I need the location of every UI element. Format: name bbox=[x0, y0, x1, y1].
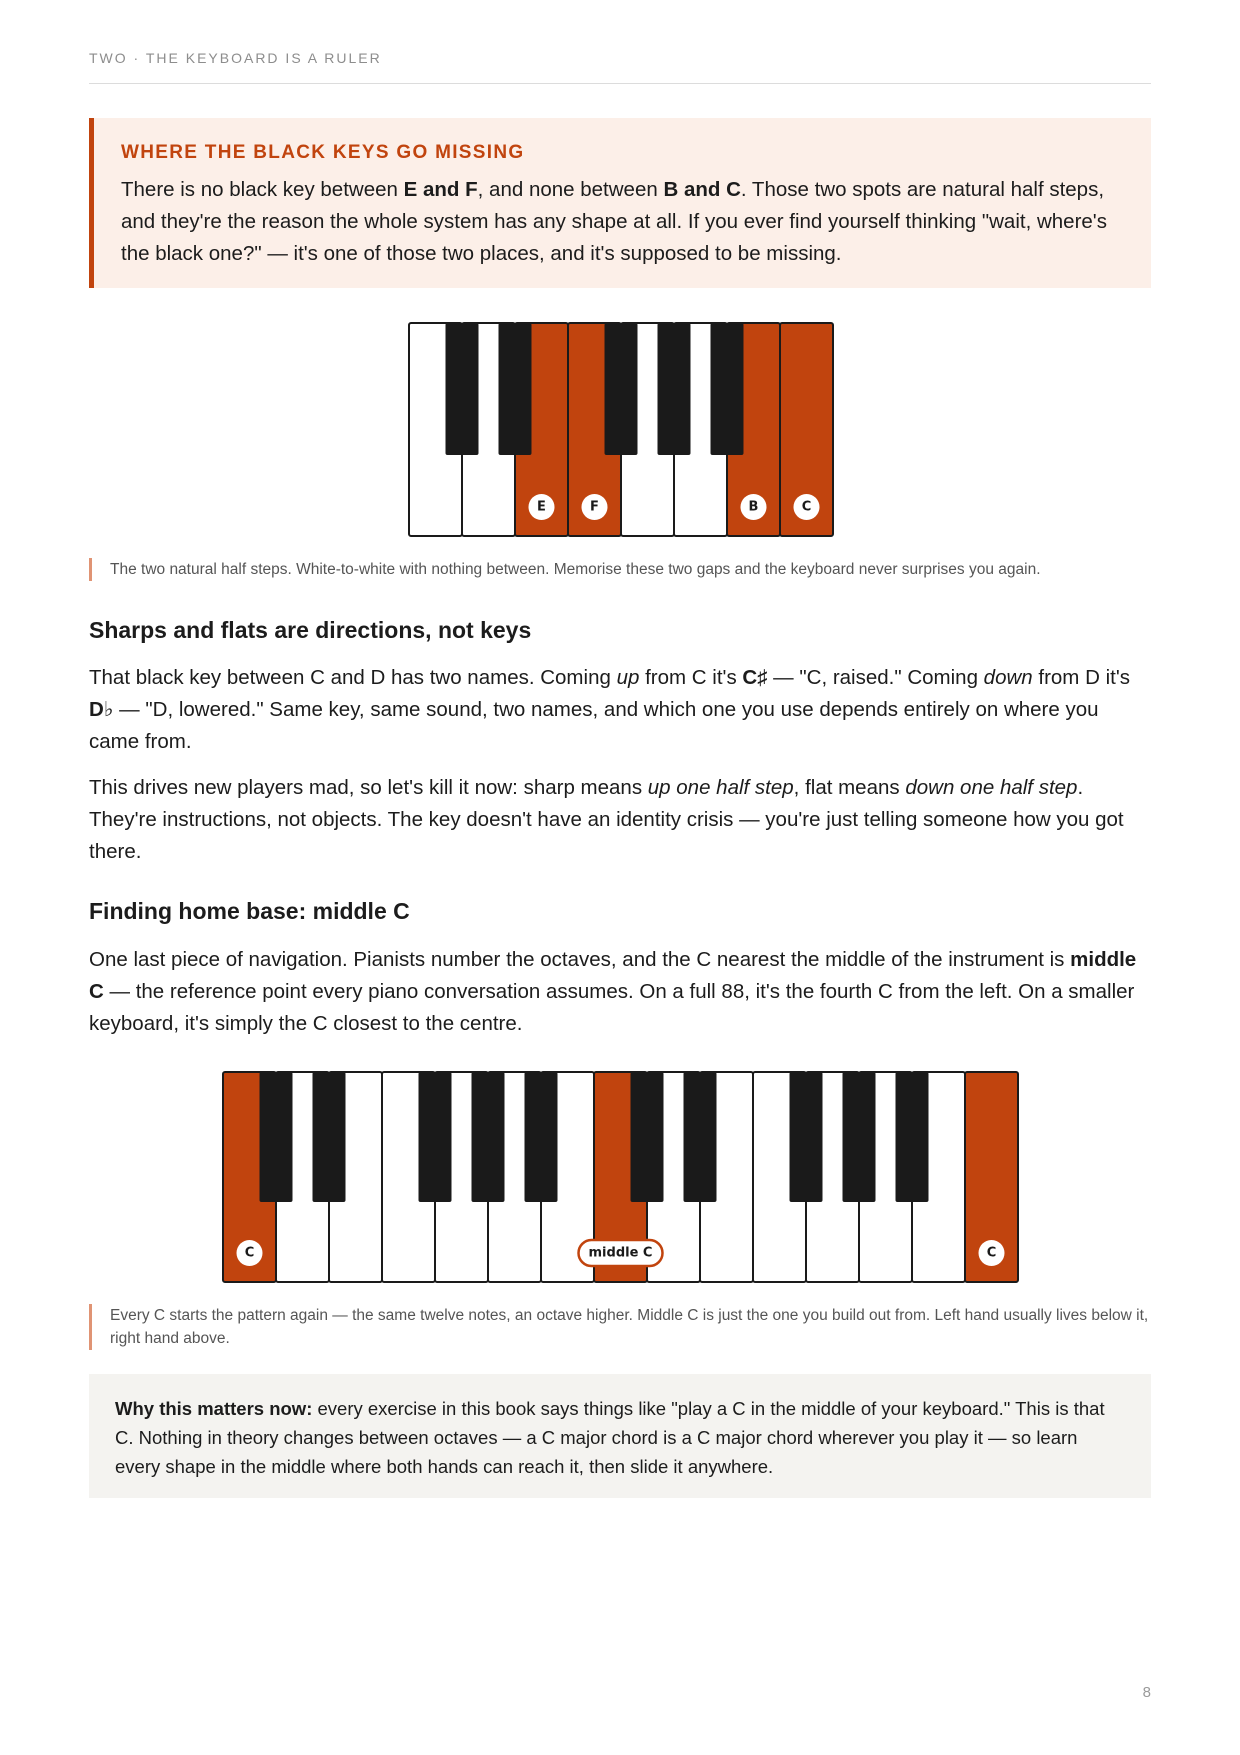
black-key bbox=[419, 1072, 452, 1202]
black-key bbox=[525, 1072, 558, 1202]
text-run: from C it's bbox=[639, 666, 743, 689]
black-key bbox=[790, 1072, 823, 1202]
black-key bbox=[499, 323, 532, 455]
bold-run: middle C bbox=[89, 948, 1137, 1003]
key-label-e bbox=[529, 494, 555, 520]
black-key bbox=[658, 323, 691, 455]
key-label-text: C bbox=[986, 1245, 997, 1261]
text-run: That black key between C and D has two names. Coming bbox=[89, 666, 617, 689]
key-label-c bbox=[979, 1240, 1005, 1266]
key-label-b bbox=[741, 494, 767, 520]
callout-title: WHERE THE BLACK KEYS GO MISSING bbox=[121, 142, 525, 163]
keyboard-figure-half-steps bbox=[407, 321, 837, 543]
key-label-text: F bbox=[590, 499, 599, 515]
section-heading-middle-c: Finding home base: middle C bbox=[89, 898, 410, 924]
text-run: There is no black key between bbox=[121, 178, 404, 201]
note-lead: Why this matters now: bbox=[115, 1398, 313, 1419]
key-label-c bbox=[794, 494, 820, 520]
keyboard-figure-middle-c bbox=[221, 1070, 1021, 1290]
figure-caption-half-steps: The two natural half steps. White-to-white with nothing between. Memorise these two gaps and the keyboard never surprises you again. bbox=[89, 558, 1151, 581]
page-number: 8 bbox=[1142, 1684, 1151, 1701]
black-key bbox=[843, 1072, 876, 1202]
black-key bbox=[896, 1072, 929, 1202]
text-run: , and none between bbox=[477, 178, 664, 201]
black-key bbox=[684, 1072, 717, 1202]
running-header: TWO · THE KEYBOARD IS A RULER bbox=[89, 50, 382, 66]
paragraph-middle-c bbox=[89, 944, 1151, 1040]
bold-run: E and F bbox=[403, 178, 478, 201]
key-label-text: B bbox=[748, 499, 759, 515]
text-run: . Those two spots are natural half steps, and they're the reason the whole system has any shape at all. If you ever find yourself thinking "wait, where's the black one?" — it's one of those two places, and it's supposed to be missing. bbox=[121, 178, 1107, 265]
bold-run: C♯ bbox=[742, 666, 768, 689]
text-run: — "C, raised." Coming bbox=[767, 666, 984, 689]
bold-run: B and C bbox=[663, 178, 741, 201]
key-label-text: E bbox=[537, 499, 546, 515]
keyboard-diagram-half-steps bbox=[407, 321, 837, 538]
italic-run: down one half step bbox=[905, 776, 1078, 799]
keyboard-diagram-middle-c bbox=[221, 1070, 1021, 1285]
note-body: every exercise in this book says things like "play a C in the middle of your keyboard." This is that C. Nothing in theory changes between octaves — a C major chord is a C major chord wherever you play it — so learn every shape in the middle where both hands can reach it, then slide it anywhere. bbox=[115, 1398, 1105, 1477]
text-run: — "D, lowered." Same key, same sound, two names, and which one you use depends entirely on where you came from. bbox=[89, 698, 1099, 753]
black-key bbox=[260, 1072, 293, 1202]
black-key bbox=[631, 1072, 664, 1202]
black-key bbox=[711, 323, 744, 455]
header-rule bbox=[89, 83, 1151, 84]
why-this-matters-note bbox=[89, 1374, 1151, 1498]
bold-run: D♭ bbox=[89, 698, 114, 721]
callout-body bbox=[121, 174, 1123, 270]
text-run: . They're instructions, not objects. The key doesn't have an identity crisis — you're just telling someone how you got there. bbox=[89, 776, 1124, 863]
text-run: from D it's bbox=[1032, 666, 1130, 689]
black-key bbox=[446, 323, 479, 455]
italic-run: down bbox=[983, 666, 1033, 689]
paragraph-instructions bbox=[89, 772, 1151, 868]
text-run: — the reference point every piano conversation assumes. On a full 88, it's the fourth C from the left. On a smaller keyboard, it's simply the C closest to the centre. bbox=[89, 980, 1135, 1035]
key-label-text: middle C bbox=[588, 1245, 653, 1261]
black-key bbox=[605, 323, 638, 455]
italic-run: up one half step bbox=[647, 776, 794, 799]
key-label-c bbox=[237, 1240, 263, 1266]
key-label-middle-c bbox=[579, 1240, 663, 1266]
section-heading-sharps-flats: Sharps and flats are directions, not keys bbox=[89, 617, 532, 643]
black-key bbox=[313, 1072, 346, 1202]
callout-box bbox=[89, 118, 1151, 288]
figure-caption-middle-c: Every C starts the pattern again — the same twelve notes, an octave higher. Middle C is just the one you build out from. Left hand usually lives below it, right hand above. bbox=[89, 1304, 1151, 1350]
paragraph-two-names bbox=[89, 662, 1151, 758]
black-key bbox=[472, 1072, 505, 1202]
text-run: , flat means bbox=[793, 776, 906, 799]
text-run: This drives new players mad, so let's kill it now: sharp means bbox=[89, 776, 648, 799]
key-label-text: C bbox=[244, 1245, 255, 1261]
italic-run: up bbox=[616, 666, 640, 689]
key-label-f bbox=[582, 494, 608, 520]
key-label-text: C bbox=[801, 499, 812, 515]
text-run: One last piece of navigation. Pianists number the octaves, and the C nearest the middle of the instrument is bbox=[89, 948, 1071, 971]
